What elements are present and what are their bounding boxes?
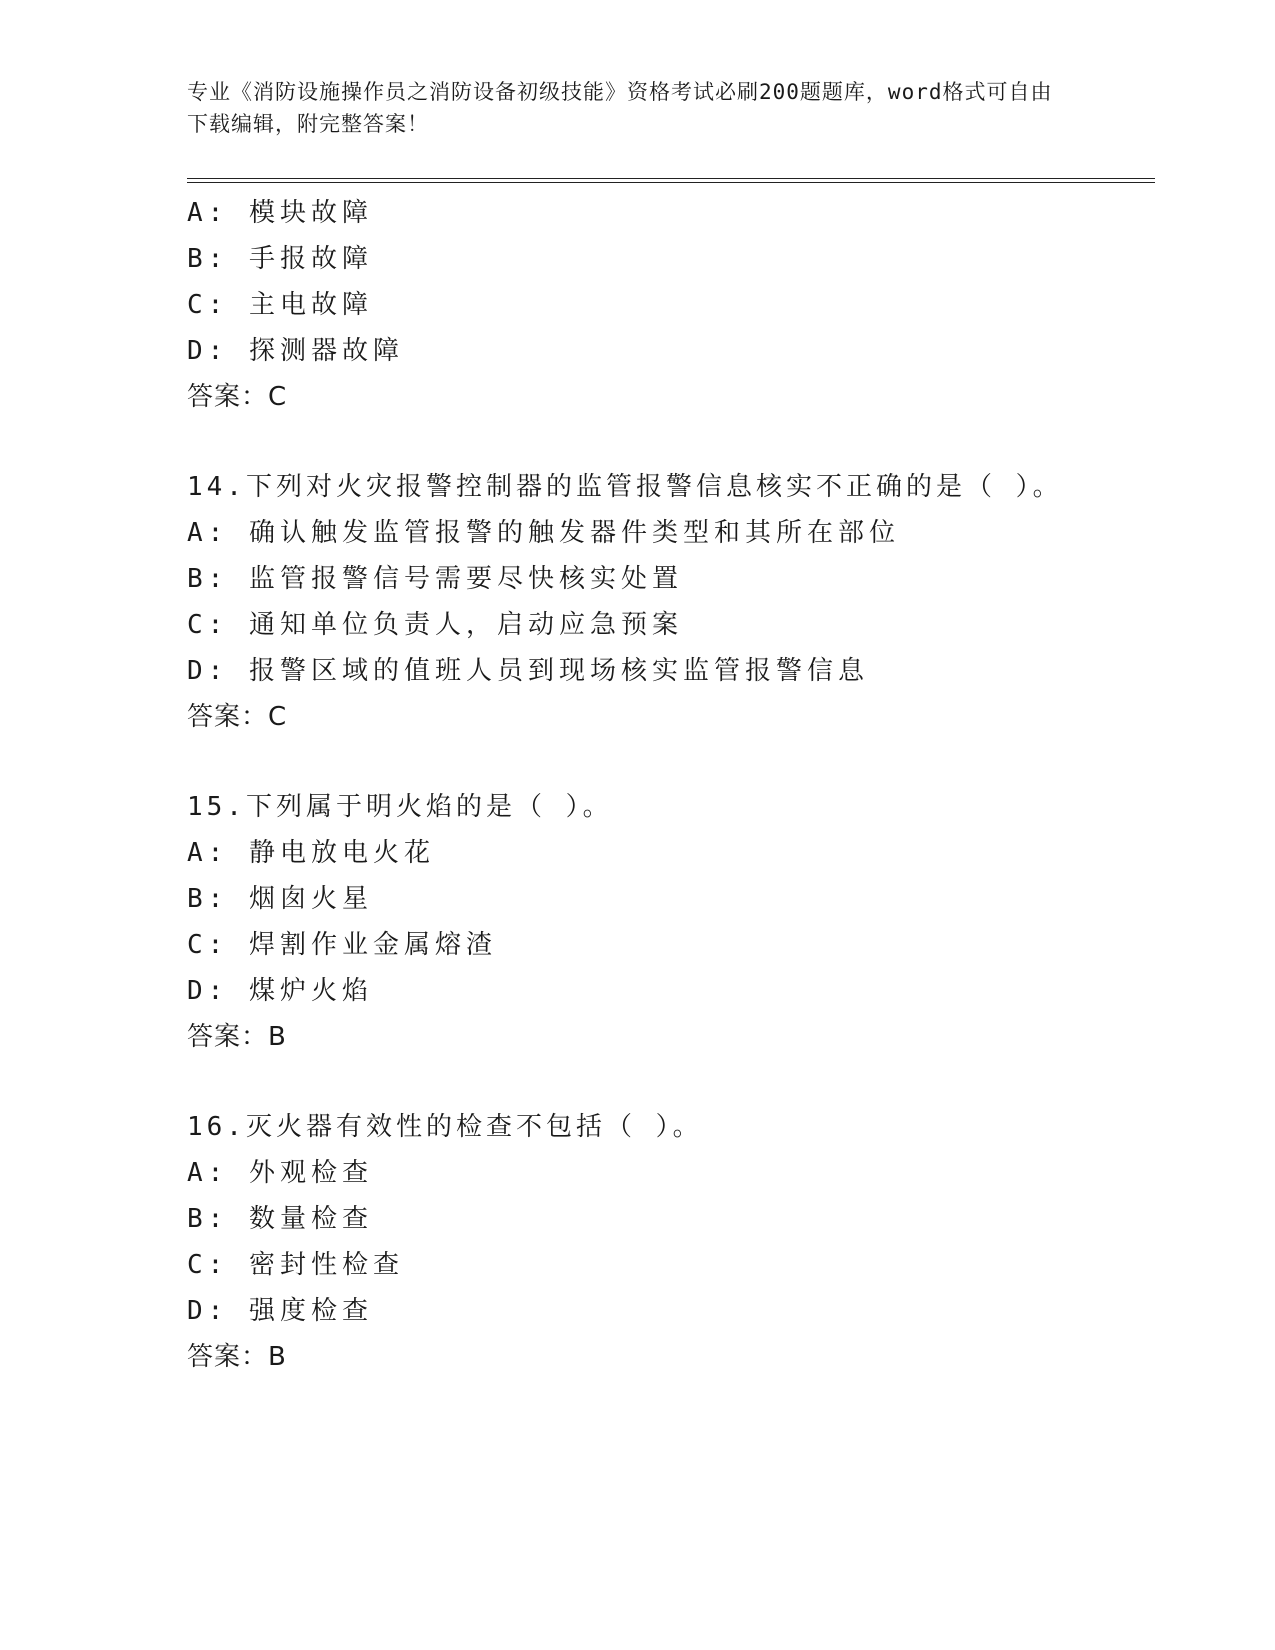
option-c: C: 焊割作业金属熔渣	[187, 930, 497, 960]
option-b: B: 烟囱火星	[187, 884, 373, 914]
option-b: B: 数量检查	[187, 1204, 373, 1234]
spacer	[187, 740, 1155, 784]
option-c: C: 通知单位负责人，启动应急预案	[187, 610, 683, 640]
option-d: D: 探测器故障	[187, 336, 404, 366]
option-d: D: 报警区域的值班人员到现场核实监管报警信息	[187, 656, 869, 686]
header-divider-bottom	[187, 182, 1155, 183]
question-stem: 14.下列对火灾报警控制器的监管报警信息核实不正确的是（ ）。	[187, 472, 1063, 502]
question-14	[187, 464, 1155, 740]
spacer	[187, 1060, 1155, 1104]
option-a: A: 外观检查	[187, 1158, 373, 1188]
question-stem: 16.灭火器有效性的检查不包括（ ）。	[187, 1112, 703, 1142]
option-d: D: 煤炉火焰	[187, 976, 373, 1006]
question-stem: 15.下列属于明火焰的是（ ）。	[187, 792, 613, 822]
spacer	[187, 420, 1155, 464]
option-a: A: 模块故障	[187, 198, 373, 228]
answer-line: 答案：B	[187, 1342, 287, 1372]
answer-line: 答案：B	[187, 1022, 287, 1052]
option-c: C: 密封性检查	[187, 1250, 404, 1280]
answer-line: 答案：C	[187, 702, 288, 732]
document-header: 专业《消防设施操作员之消防设备初级技能》资格考试必刷200题题库，word格式可自由下载编辑，附完整答案！	[187, 80, 1053, 136]
option-b: B: 监管报警信号需要尽快核实处置	[187, 564, 683, 594]
option-b: B: 手报故障	[187, 244, 373, 274]
option-d: D: 强度检查	[187, 1296, 373, 1326]
option-a: A: 确认触发监管报警的触发器件类型和其所在部位	[187, 518, 900, 548]
question-list	[187, 190, 1155, 1380]
answer-line: 答案：C	[187, 382, 288, 412]
question-15	[187, 784, 1155, 1060]
option-a: A: 静电放电火花	[187, 838, 435, 868]
question-16	[187, 1104, 1155, 1380]
question-13-continued	[187, 190, 1155, 420]
header-divider-top	[187, 178, 1155, 179]
option-c: C: 主电故障	[187, 290, 373, 320]
